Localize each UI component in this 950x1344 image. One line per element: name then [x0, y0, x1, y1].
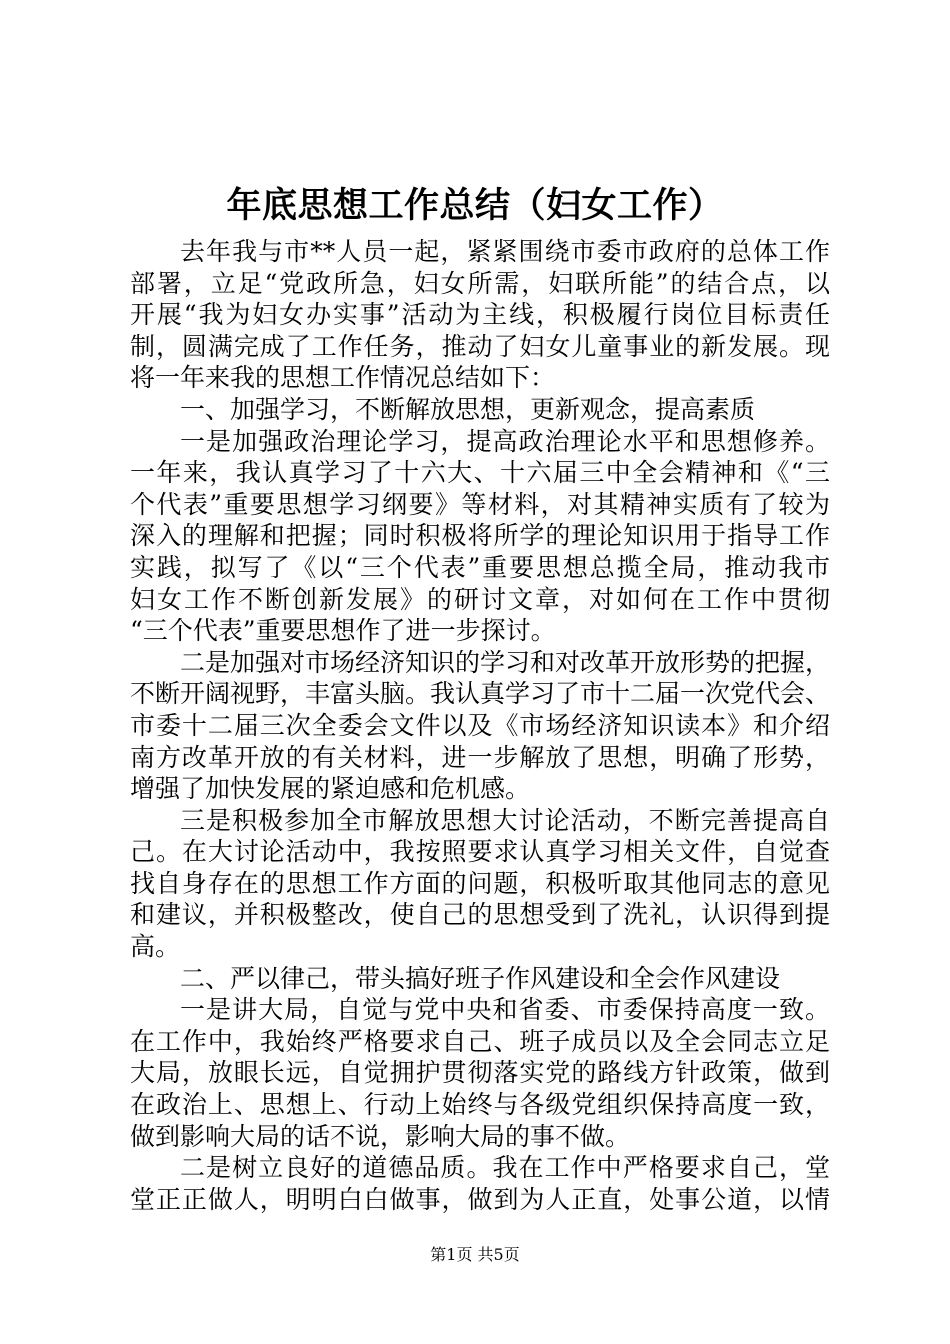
body-text-line: 深入的理解和把握；同时积极将所学的理论知识用于指导工作 — [130, 521, 830, 551]
body-text-line: 南方改革开放的有关材料，进一步解放了思想，明确了形势， — [130, 742, 830, 772]
body-text-line: 制，圆满完成了工作任务，推动了妇女儿童事业的新发展。现 — [130, 331, 830, 361]
body-text-line: 市委十二届三次全委会文件以及《市场经济知识读本》和介绍 — [130, 710, 830, 740]
body-text-line: 三是积极参加全市解放思想大讨论活动，不断完善提高自 — [180, 805, 830, 835]
body-text-line: 实践，拟写了《以“三个代表”重要思想总揽全局，推动我市 — [130, 552, 830, 582]
page-footer: 第1页 共5页 — [430, 1245, 520, 1264]
body-text-line: 一是讲大局，自觉与党中央和省委、市委保持高度一致。 — [180, 995, 830, 1025]
body-text-line: 大局，放眼长远，自觉拥护贯彻落实党的路线方针政策，做到 — [130, 1058, 830, 1088]
body-text-line: 在工作中，我始终严格要求自己、班子成员以及全会同志立足 — [130, 1026, 830, 1056]
body-text-line: 高。 — [130, 932, 181, 962]
body-text-line: 一是加强政治理论学习，提高政治理论水平和思想修养。 — [180, 426, 830, 456]
body-text-line: 在政治上、思想上、行动上始终与各级党组织保持高度一致， — [130, 1090, 830, 1120]
body-text-line: 开展“我为妇女办实事”活动为主线，积极履行岗位目标责任 — [130, 300, 830, 330]
document-body — [130, 236, 830, 1215]
body-text-line: 将一年来我的思想工作情况总结如下： — [130, 363, 556, 393]
body-text-line: 不断开阔视野，丰富头脑。我认真学习了市十二届一次党代会、 — [130, 679, 831, 709]
body-text-line: 一、加强学习，不断解放思想，更新观念，提高素质 — [180, 394, 756, 424]
body-text-line: 二是树立良好的道德品质。我在工作中严格要求自己，堂 — [180, 1153, 830, 1183]
body-text-line: 去年我与市**人员一起，紧紧围绕市委市政府的总体工作 — [180, 237, 830, 266]
body-text-line: “三个代表”重要思想作了进一步探讨。 — [130, 616, 556, 646]
body-text-line: 和建议，并积极整改，使自己的思想受到了洗礼，认识得到提 — [130, 900, 830, 930]
body-text-line: 一年来，我认真学习了十六大、十六届三中全会精神和《“三 — [130, 458, 830, 488]
body-text-line: 增强了加快发展的紧迫感和危机感。 — [130, 774, 531, 804]
body-text-line: 做到影响大局的话不说，影响大局的事不做。 — [130, 1121, 631, 1151]
body-text-line: 己。在大讨论活动中，我按照要求认真学习相关文件，自觉查 — [130, 837, 830, 867]
body-text-line: 妇女工作不断创新发展》的研讨文章，对如何在工作中贯彻 — [130, 584, 830, 614]
body-text-line: 堂正正做人，明明白白做事，做到为人正直，处事公道，以情 — [130, 1184, 830, 1214]
document-title: 年底思想工作总结（妇女工作） — [226, 185, 724, 226]
body-text-line: 二是加强对市场经济知识的学习和对改革开放形势的把握， — [180, 647, 831, 677]
body-text-line: 个代表”重要思想学习纲要》等材料，对其精神实质有了较为 — [130, 489, 830, 519]
body-text-line: 二、严以律己，带头搞好班子作风建设和全会作风建设 — [180, 963, 781, 993]
body-text-line: 找自身存在的思想工作方面的问题，积极听取其他同志的意见 — [130, 868, 830, 898]
body-text-line: 部署，立足“党政所急，妇女所需，妇联所能”的结合点，以 — [130, 268, 830, 298]
